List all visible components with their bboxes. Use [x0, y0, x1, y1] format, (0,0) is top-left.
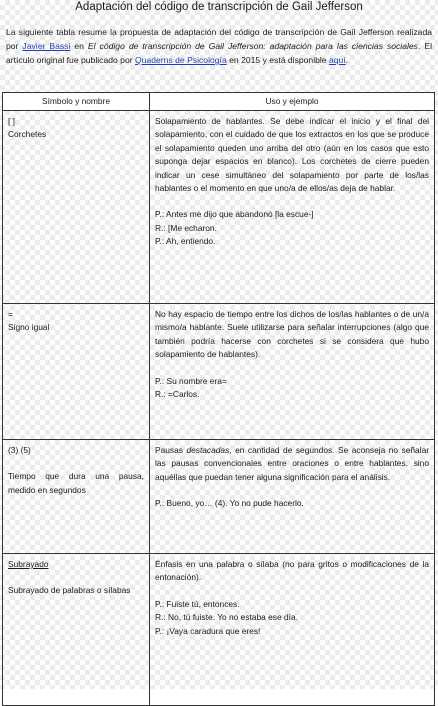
usage-text: Énfasis en una palabra o sílaba (no para gritos o modificaciones de la entonación). — [155, 559, 429, 583]
symbol-name: Subrayado de palabras o sílabas — [8, 585, 131, 596]
symbol-name: Corchetes — [8, 129, 47, 140]
example-line: R.: No, tú fuiste. Yo no estaba ese día. — [155, 612, 298, 623]
table-row — [3, 554, 435, 706]
usage-cell — [150, 554, 435, 706]
table-row — [3, 111, 435, 304]
example-block — [155, 598, 429, 638]
example-line: P.: ¡Vaya caradura que eres! — [155, 625, 261, 636]
usage-text: No hay espacio de tiempo entre los dichos de los/las hablantes o de un/a mismo/a hablante. Suele utilizarse para señalar interrupciones (algo que también podría hacerse con corchetes si se considera que hubo solapamiento de hablantes). — [155, 309, 429, 360]
symbol-cell — [3, 440, 150, 554]
symbol: [ ] — [8, 116, 15, 126]
intro-text-4: en 2015 y está disponible — [226, 55, 329, 65]
table-row — [3, 304, 435, 440]
journal-link[interactable]: Quaderns de Psicología — [135, 55, 227, 65]
intro-text-3: . El artículo original fue publicado por — [6, 41, 432, 65]
usage-cell — [150, 440, 435, 554]
symbol-cell — [3, 111, 150, 304]
example-line: R.: [Me echaron. — [155, 222, 217, 233]
table-header-row — [3, 93, 435, 111]
intro-paragraph — [6, 25, 432, 67]
symbol-cell — [3, 304, 150, 440]
symbol: Subrayado — [8, 559, 49, 569]
example-block — [155, 375, 429, 402]
table-row — [3, 440, 435, 554]
usage-text: Pausas destacadas, en cantidad de segundos. Se aconseja no señalar las pausas convencionales entre oraciones o entre hablantes, sino aquéllas que puedan tener alguna significación para el análisis. — [155, 445, 430, 482]
emphasis: destacadas — [186, 445, 230, 455]
symbol-cell — [3, 554, 150, 706]
symbol: (3) (5) — [8, 445, 31, 455]
usage-cell — [150, 304, 435, 440]
intro-text-1: La siguiente tabla resume la propuesta de adaptación del código de transcripción de Gail Jefferson realizada por — [6, 27, 432, 51]
example-block — [155, 497, 429, 510]
symbol-name: Signo igual — [8, 322, 50, 333]
header-symbol: Símbolo y nombre — [3, 93, 150, 111]
example-line: R.: =Carlos. — [155, 389, 200, 400]
example-block — [155, 208, 429, 248]
here-link[interactable]: aquí — [328, 55, 346, 65]
transcription-table — [2, 92, 435, 706]
example-line: P.: Ah, entiendo. — [155, 236, 216, 247]
symbol: = — [8, 309, 13, 319]
intro-text-5: . — [345, 55, 349, 65]
page-title: Adaptación del código de transcripción de Gail Jefferson — [75, 1, 363, 13]
intro-text-2: en — [70, 41, 88, 51]
book-title: El código de transcripción de Gail Jefferson: adaptación para las ciencias sociales — [87, 41, 418, 51]
example-line: P.: Su nombre era= — [155, 375, 227, 386]
usage-cell — [150, 111, 435, 304]
example-line: P.: Antes me dijo que abandonó [la escue-] — [155, 209, 314, 220]
usage-text: Solapamiento de hablantes. Se debe indicar el inicio y el final del solapamiento, con el cuidado de que los extractos en los que se produce el solapamiento queden uno arriba del otro (aún en los casos que esto suponga dejar espacios en blanco). Los corchetes de cierre pueden indicar un cese simultáneo del solapamiento por parte de los/las hablantes o el momento en que uno/a de ellos/as deja de hablar. — [155, 116, 429, 194]
example-line: P.: Bueno, yo… (4). Yo no pude hacerlo. — [155, 498, 304, 509]
example-line: P.: Fuiste tú, entonces. — [155, 598, 240, 609]
symbol-name: Tiempo que dura una pausa, medido en segundos — [8, 471, 144, 495]
header-usage: Uso y ejemplo — [150, 93, 435, 111]
author-link[interactable]: Javier Bassi — [22, 41, 71, 51]
